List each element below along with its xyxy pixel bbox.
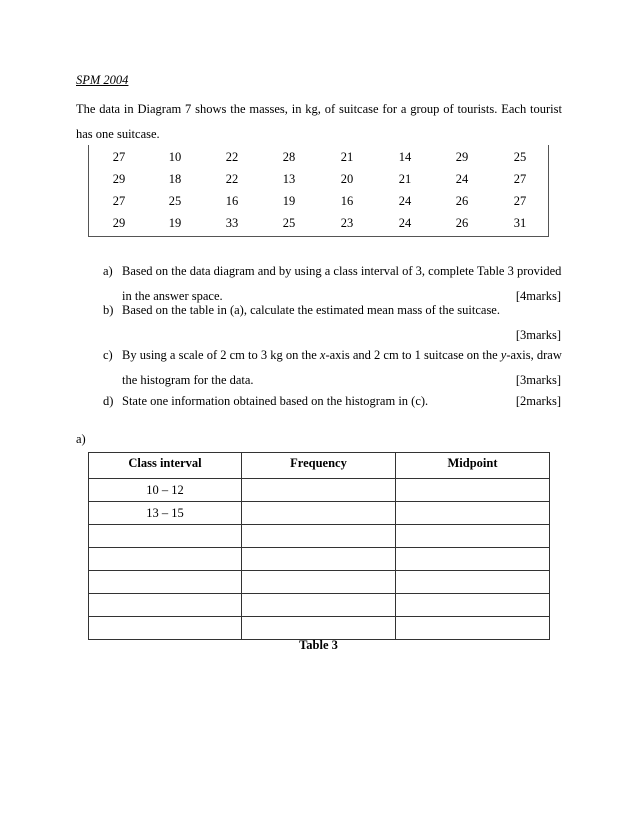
diagram-7-data-box: [88, 145, 549, 237]
data-value: 24: [398, 194, 412, 208]
header-class-interval: Class interval: [89, 453, 242, 479]
data-row: [89, 216, 548, 236]
data-value: 18: [168, 172, 182, 186]
intro-line-1: The data in Diagram 7 shows the masses, in kg, of suitcase for a group of tourists. Each tourist: [76, 102, 562, 116]
table-row: [89, 502, 550, 525]
table-row: [89, 525, 550, 548]
data-value: 25: [168, 194, 182, 208]
frequency-cell[interactable]: [242, 502, 396, 525]
data-value: 14: [398, 150, 412, 164]
data-value: 13: [282, 172, 296, 186]
data-row: [89, 172, 548, 192]
data-value: 21: [340, 150, 354, 164]
question-a-line-2: in the answer space.: [122, 289, 223, 303]
question-d-marks: [2marks]: [515, 394, 561, 408]
question-b-label: b): [103, 303, 114, 317]
data-value: 28: [282, 150, 296, 164]
question-c-line-2: the histogram for the data.: [122, 373, 254, 387]
midpoint-cell[interactable]: [396, 571, 550, 594]
question-d: [103, 389, 561, 414]
class-interval-cell[interactable]: [89, 548, 242, 571]
question-c-label: c): [103, 348, 113, 362]
table-3: [88, 452, 550, 640]
data-value: 27: [112, 194, 126, 208]
data-value: 33: [225, 216, 239, 230]
midpoint-cell[interactable]: [396, 548, 550, 571]
data-value: 24: [398, 216, 412, 230]
frequency-cell[interactable]: [242, 594, 396, 617]
data-value: 31: [513, 216, 527, 230]
question-d-line-1: State one information obtained based on the histogram in (c).: [122, 394, 429, 408]
data-value: 29: [112, 216, 126, 230]
data-value: 20: [340, 172, 354, 186]
data-value: 19: [282, 194, 296, 208]
table-row: [89, 548, 550, 571]
data-value: 22: [225, 172, 239, 186]
question-a-line-1: Based on the data diagram and by using a class interval of 3, complete Table 3 provided: [122, 264, 562, 278]
data-value: 25: [513, 150, 527, 164]
question-d-label: d): [103, 394, 114, 408]
data-value: 22: [225, 150, 239, 164]
data-value: 27: [513, 194, 527, 208]
frequency-cell[interactable]: [242, 525, 396, 548]
question-c-line-1: By using a scale of 2 cm to 3 kg on the x-axis and 2 cm to 1 suitcase on the y-axis, draw: [122, 348, 562, 362]
question-b-line-1: Based on the table in (a), calculate the estimated mean mass of the suitcase.: [122, 303, 500, 317]
table-3-caption: Table 3: [299, 638, 338, 652]
data-row: [89, 194, 548, 214]
data-value: 27: [513, 172, 527, 186]
table-3-header-row: [89, 453, 550, 479]
header-midpoint: Midpoint: [396, 453, 550, 479]
table-row: [89, 571, 550, 594]
answer-space-label: a): [76, 432, 86, 446]
table-row: [89, 617, 550, 640]
data-value: 19: [168, 216, 182, 230]
data-value: 29: [112, 172, 126, 186]
data-value: 26: [455, 216, 469, 230]
frequency-cell[interactable]: [242, 548, 396, 571]
question-b: [103, 298, 561, 348]
question-a-label: a): [103, 264, 113, 278]
data-row: [89, 150, 548, 170]
frequency-cell[interactable]: [242, 617, 396, 640]
data-value: 10: [168, 150, 182, 164]
intro-line-2: has one suitcase.: [76, 127, 160, 141]
source-header: SPM 2004: [76, 73, 129, 87]
data-value: 16: [225, 194, 239, 208]
class-interval-cell[interactable]: [89, 525, 242, 548]
question-c: [103, 343, 561, 393]
class-interval-cell[interactable]: [89, 594, 242, 617]
class-interval-cell[interactable]: [89, 571, 242, 594]
class-interval-cell: 10 – 12: [89, 479, 242, 502]
data-value: 27: [112, 150, 126, 164]
question-b-marks: [3marks]: [515, 328, 561, 342]
midpoint-cell[interactable]: [396, 479, 550, 502]
data-value: 23: [340, 216, 354, 230]
header-frequency: Frequency: [242, 453, 396, 479]
question-a-marks: [4marks]: [515, 289, 561, 303]
midpoint-cell[interactable]: [396, 525, 550, 548]
intro-paragraph: [76, 97, 562, 147]
data-value: 21: [398, 172, 412, 186]
midpoint-cell[interactable]: [396, 617, 550, 640]
midpoint-cell[interactable]: [396, 594, 550, 617]
data-value: 24: [455, 172, 469, 186]
class-interval-cell: 13 – 15: [89, 502, 242, 525]
frequency-cell[interactable]: [242, 571, 396, 594]
frequency-cell[interactable]: [242, 479, 396, 502]
data-value: 29: [455, 150, 469, 164]
midpoint-cell[interactable]: [396, 502, 550, 525]
data-value: 25: [282, 216, 296, 230]
table-row: [89, 479, 550, 502]
class-interval-cell[interactable]: [89, 617, 242, 640]
data-value: 26: [455, 194, 469, 208]
table-row: [89, 594, 550, 617]
question-c-marks: [3marks]: [515, 373, 561, 387]
data-value: 16: [340, 194, 354, 208]
